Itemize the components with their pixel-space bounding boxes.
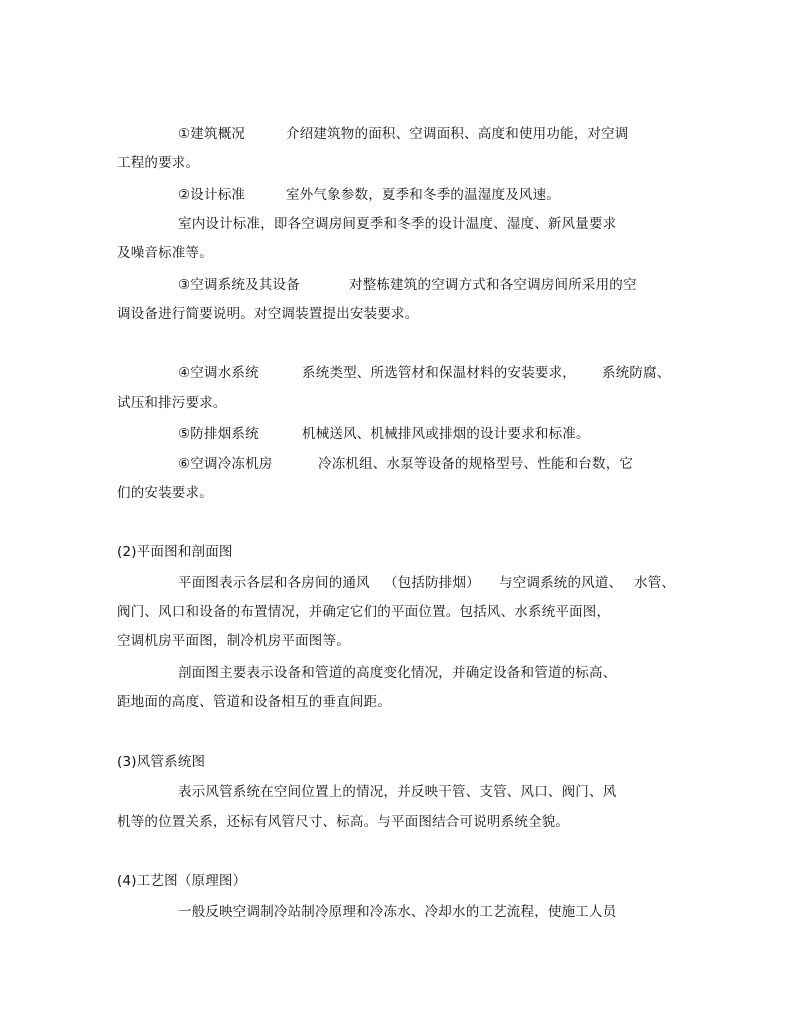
paragraph-line: 室内设计标准，即各空调房间夏季和冬季的设计温度、湿度、新风量要求: [178, 216, 617, 232]
item-text: 机械送风、机械排风或排烟的设计要求和标准。: [302, 426, 590, 442]
item-label-building: ①建筑概况: [178, 126, 246, 142]
item-label-chiller-room: ⑥空调冷冻机房: [178, 456, 273, 472]
item-text: 介绍建筑物的面积、空调面积、高度和使用功能，对空调: [286, 126, 629, 142]
paragraph-line: 与空调系统的风道、: [499, 575, 623, 591]
paragraph-line: 距地面的高度、管道和设备相互的垂直间距。: [117, 694, 391, 710]
paragraph-line: 表示风管系统在空间位置上的情况，并反映干管、支管、风口、阀门、风: [178, 784, 617, 800]
item-text: 冷冻机组、水泵等设备的规格型号、性能和台数，它: [318, 456, 634, 472]
paragraph-line: （包括防排烟）: [384, 575, 480, 591]
item-text: 系统防腐、: [602, 365, 671, 381]
item-text-cont: 调设备进行简要说明。对空调装置提出安装要求。: [117, 306, 419, 322]
paragraph-line: 阀门、风口和设备的布置情况，并确定它们的平面位置。包括风、水系统平面图，: [117, 604, 611, 620]
section-heading: (4)工艺图（原理图）: [117, 873, 247, 889]
paragraph-line: 及噪音标准等。: [117, 245, 213, 261]
section-heading: (2)平面图和剖面图: [117, 544, 233, 560]
item-text: 系统类型、所选管材和保温材料的安装要求，: [302, 365, 576, 381]
paragraph-line: 机等的位置关系，还标有风管尺寸、标高。与平面图结合可说明系统全貌。: [117, 814, 570, 830]
item-text-cont: 们的安装要求。: [117, 485, 213, 501]
paragraph-line: 空调机房平面图，制冷机房平面图等。: [117, 633, 350, 649]
item-label-ac-system: ③空调系统及其设备: [178, 277, 300, 293]
paragraph-line: 水管、: [634, 575, 676, 591]
item-text-cont: 工程的要求。: [117, 155, 200, 171]
item-text: 对整栋建筑的空调方式和各空调房间所采用的空: [349, 277, 637, 293]
item-text-cont: 试压和排污要求。: [117, 395, 227, 411]
paragraph-line: 剖面图主要表示设备和管道的高度变化情况，并确定设备和管道的标高、: [178, 665, 617, 681]
item-label-water-system: ④空调水系统: [178, 365, 259, 381]
section-heading: (3)风管系统图: [117, 754, 206, 770]
paragraph-line: 平面图表示各层和各房间的通风: [178, 575, 370, 591]
item-label-design-standard: ②设计标准: [178, 187, 246, 203]
item-label-smoke-system: ⑤防排烟系统: [178, 426, 259, 442]
paragraph-line: 一般反映空调制冷站制冷原理和冷冻水、冷却水的工艺流程，使施工人员: [178, 904, 617, 920]
item-text: 室外气象参数，夏季和冬季的温湿度及风速。: [286, 187, 560, 203]
